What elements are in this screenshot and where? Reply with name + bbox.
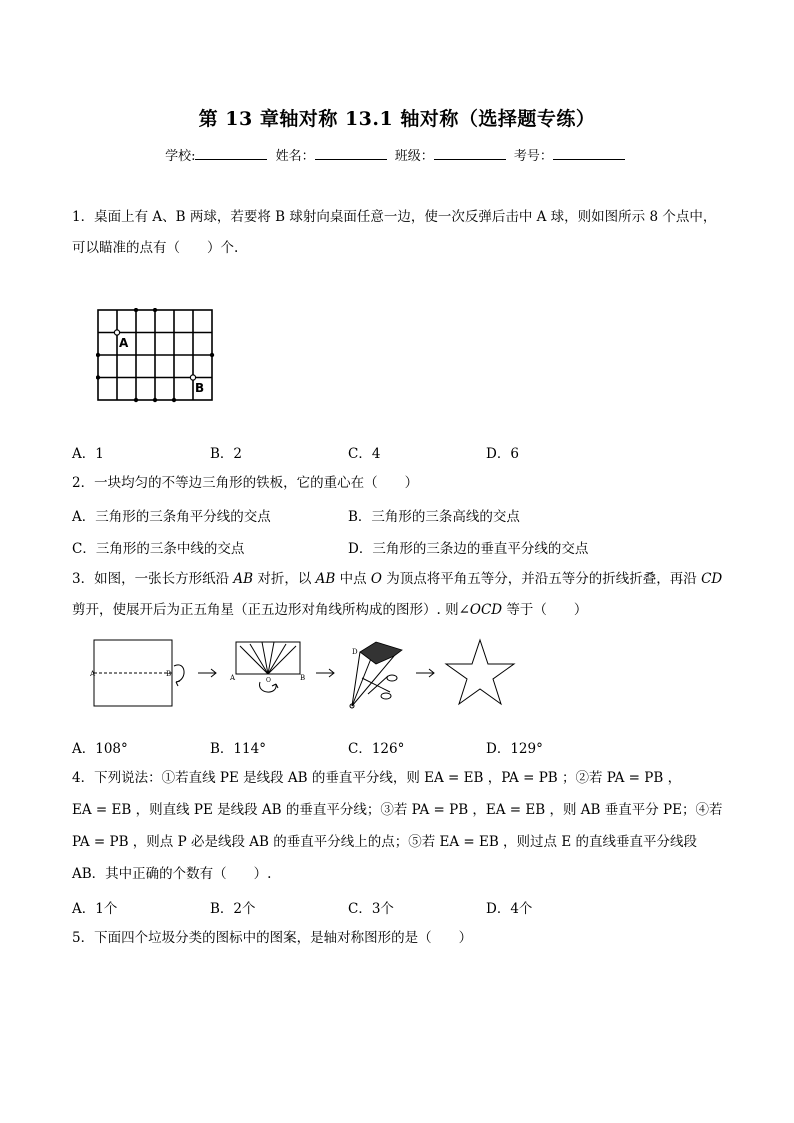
q3-label-d: D bbox=[352, 648, 358, 656]
q1-point-a-label: A bbox=[119, 336, 129, 350]
q3-option-a[interactable]: A．108° bbox=[72, 741, 128, 757]
q3-option-d[interactable]: D．129° bbox=[486, 741, 543, 757]
q4-stem-line3: PA = PB ，则点 P 必是线段 AB 的垂直平分线上的点；⑤若 EA = EB ，则过点 E 的直线垂直平分线段 bbox=[72, 834, 697, 850]
q3-stem-line2: 剪开，使展开后为正五角星（正五边形对角线所构成的图形）. 则∠OCD 等于（ ） bbox=[72, 602, 588, 618]
q4-stem-line1: 4．下列说法：①若直线 PE 是线段 AB 的垂直平分线，则 EA = EB ，PA = PB ；②若 PA = PB ， bbox=[72, 770, 682, 786]
q2-option-b[interactable]: B．三角形的三条高线的交点 bbox=[348, 509, 520, 525]
q1-option-a[interactable]: A．1 bbox=[72, 446, 104, 462]
q4-option-b[interactable]: B．2个 bbox=[210, 901, 256, 917]
q1-point-b-label: B bbox=[195, 381, 205, 395]
name-label: 姓名： bbox=[275, 149, 315, 164]
q4-stem-line2: EA = EB ，则直线 PE 是线段 AB 的垂直平分线；③若 PA = PB ，EA = EB ，则 AB 垂直平分 PE；④若 bbox=[72, 802, 723, 818]
school-label: 学校: bbox=[165, 149, 196, 164]
q1-stem-line1: 1．桌面上有 A、B 两球，若要将 B 球射向桌面任意一边，使一次反弹后击中 A 球，则如图所示 8 个点中， bbox=[72, 209, 717, 225]
q3-label-a1: A bbox=[90, 670, 96, 678]
q3-stem-line1: 3．如图，一张长方形纸沿 AB 对折，以 AB 中点 O 为顶点将平角五等分，并沿五等分的折线折叠，再沿 CD bbox=[72, 571, 723, 587]
q1-option-c[interactable]: C．4 bbox=[348, 446, 381, 462]
class-label: 班级： bbox=[394, 149, 434, 164]
q4-option-a[interactable]: A．1个 bbox=[72, 901, 118, 917]
q4-option-d[interactable]: D．4个 bbox=[486, 901, 533, 917]
class-blank[interactable] bbox=[434, 147, 506, 160]
name-blank[interactable] bbox=[315, 147, 387, 160]
q2-option-c[interactable]: C．三角形的三条中线的交点 bbox=[72, 541, 245, 557]
exam-no-label: 考号： bbox=[513, 149, 553, 164]
q4-stem-line4: AB．其中正确的个数有（ ）. bbox=[72, 866, 272, 882]
q2-option-a[interactable]: A．三角形的三条角平分线的交点 bbox=[72, 509, 271, 525]
q1-option-b[interactable]: B．2 bbox=[210, 446, 243, 462]
q3-option-c[interactable]: C．126° bbox=[348, 741, 405, 757]
q1-option-d[interactable]: D．6 bbox=[486, 446, 519, 462]
q5-stem: 5．下面四个垃圾分类的图标中的图案，是轴对称图形的是（ ） bbox=[72, 930, 473, 946]
school-blank[interactable] bbox=[195, 147, 267, 160]
q3-option-b[interactable]: B．114° bbox=[210, 741, 266, 757]
q1-grid-figure bbox=[96, 308, 216, 404]
q3-label-o: O bbox=[266, 677, 271, 684]
q3-label-a2: A bbox=[230, 674, 236, 682]
page-title: 第 13 章轴对称 13.1 轴对称（选择题专练） bbox=[198, 108, 596, 130]
q3-label-b2: B bbox=[300, 674, 306, 682]
q2-stem: 2．一块均匀的不等边三角形的铁板，它的重心在（ ） bbox=[72, 475, 419, 491]
student-info-row bbox=[0, 145, 794, 164]
exam-no-blank[interactable] bbox=[553, 147, 625, 160]
q3-folding-figure bbox=[90, 636, 520, 716]
q4-option-c[interactable]: C．3个 bbox=[348, 901, 394, 917]
q1-stem-line2: 可以瞄准的点有（ ）个. bbox=[72, 240, 239, 256]
q3-label-b1: B bbox=[166, 670, 172, 678]
q2-option-d[interactable]: D．三角形的三条边的垂直平分线的交点 bbox=[348, 541, 589, 557]
